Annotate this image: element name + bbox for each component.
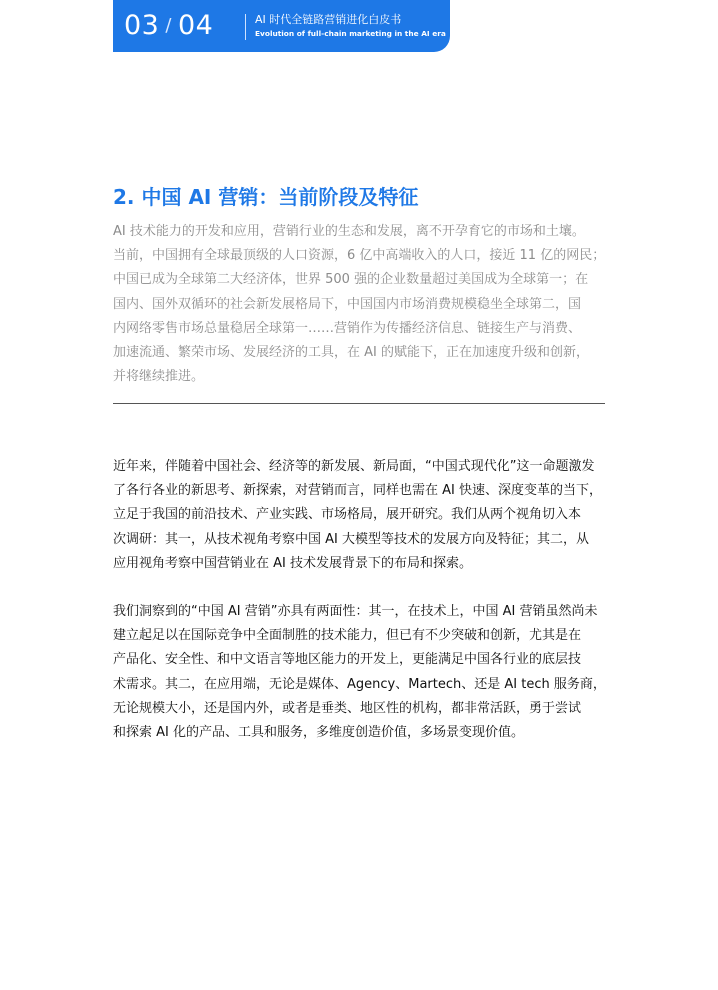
section-divider: [113, 403, 605, 404]
header-divider: [245, 14, 246, 40]
intro-line: AI 技术能力的开发和应用，营销行业的生态和发展，离不开孕育它的市场和土壤。: [113, 224, 585, 239]
paragraph-line: 无论规模大小，还是国内外，或者是垂类、地区性的机构，都非常活跃，勇于尝试: [113, 700, 582, 716]
paragraph-line: 立足于我国的前沿技术、产业实践、市场格局，展开研究。我们从两个视角切入本: [113, 507, 582, 523]
header-tab: [113, 0, 450, 52]
intro-line: 加速流通、繁荣市场、发展经济的工具，在 AI 的赋能下，正在加速度升级和创新，: [113, 344, 589, 360]
intro-line: 内网络零售市场总量稳居全球第一……营销作为传播经济信息、链接生产与消费、: [113, 320, 582, 336]
paragraph-line: 我们洞察到的“中国 AI 营销”亦具有两面性：其一，在技术上，中国 AI 营销虽然尚未: [113, 604, 598, 619]
page-total: 04: [177, 10, 214, 41]
paragraph-line: 近年来，伴随着中国社会、经济等的新发展、新局面，“中国式现代化”这一命题激发: [113, 459, 595, 474]
page-number: [124, 8, 213, 44]
report-title-en: Evolution of full-chain marketing in the AI era: [255, 29, 446, 38]
report-title-cn: AI 时代全链路营销进化白皮书: [255, 13, 402, 26]
body-paragraph-2: [113, 600, 607, 745]
intro-line: 国内、国外双循环的社会新发展格局下，中国国内市场消费规模稳坐全球第二，国: [113, 296, 582, 312]
paragraph-line: 了各行各业的新思考、新探索，对营销而言，同样也需在 AI 快速、深度变革的当下，: [113, 483, 602, 499]
section-heading: 2. 中国 AI 营销：当前阶段及特征: [113, 185, 419, 209]
page-separator: /: [165, 15, 172, 36]
page-current: 03: [124, 10, 160, 41]
paragraph-line: 建立起足以在国际竞争中全面制胜的技术能力，但已有不少突破和创新，尤其是在: [113, 628, 582, 644]
section-intro: [113, 220, 607, 389]
paragraph-line: 产品化、安全性、和中文语言等地区能力的开发上，更能满足中国各行业的底层技: [113, 652, 582, 668]
body-paragraph-1: [113, 455, 607, 576]
paragraph-line: 次调研：其一，从技术视角考察中国 AI 大模型等技术的发展方向及特征；其二，从: [113, 531, 589, 547]
intro-line: 并将继续推进。: [113, 369, 205, 385]
paragraph-line: 术需求。其二，在应用端，无论是媒体、Agency、Martech、还是 AI tech 服务商，: [113, 676, 606, 692]
paragraph-line: 和探索 AI 化的产品、工具和服务，多维度创造价值，多场景变现价值。: [113, 724, 524, 740]
intro-line: 当前，中国拥有全球最顶级的人口资源，6 亿中高端收入的人口，接近 11 亿的网民；: [113, 248, 606, 264]
intro-line: 中国已成为全球第二大经济体，世界 500 强的企业数量超过美国成为全球第一；在: [113, 272, 589, 288]
paragraph-line: 应用视角考察中国营销业在 AI 技术发展背景下的布局和探索。: [113, 555, 472, 571]
